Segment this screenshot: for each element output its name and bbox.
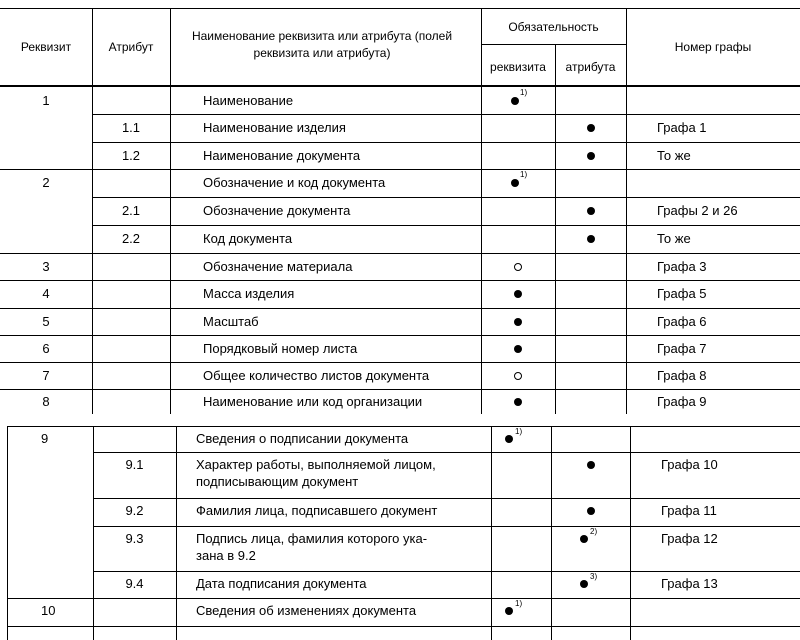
filled-dot-icon (514, 398, 522, 406)
filled-dot-icon (514, 318, 522, 326)
filled-dot-icon (580, 580, 588, 588)
row-separator (0, 335, 800, 336)
requisite-name-line: Дата подписания документа (196, 576, 367, 591)
filled-dot-icon (587, 207, 595, 215)
header-bottom-rule (0, 85, 800, 87)
attribute-number: 9.1 (125, 457, 144, 472)
attribute-number: 1.1 (121, 120, 141, 135)
filled-dot-icon (587, 235, 595, 243)
header-sub-divider (481, 44, 626, 45)
filled-dot-icon (511, 179, 519, 187)
requisite-name-line: Подпись лица, фамилия которого ука- (196, 531, 428, 546)
header-obligation: Обязательность (508, 20, 599, 34)
header-requisite: Реквизит (20, 40, 72, 54)
footnote-mark: 1) (515, 427, 523, 436)
column-divider (491, 426, 492, 640)
requisite-name-line: Сведения об изменениях документа (196, 603, 417, 618)
column-number: Графа 11 (661, 503, 717, 518)
column-divider (626, 8, 627, 414)
filled-dot-icon (587, 124, 595, 132)
hollow-circle-icon (514, 263, 522, 271)
filled-dot-icon (505, 607, 513, 615)
requisite-name: Обозначение материала (203, 258, 353, 274)
attribute-number: 1.2 (121, 147, 141, 163)
footnote-mark: 2) (590, 527, 598, 536)
hollow-circle-icon (514, 372, 522, 380)
requisite-name-line: Сведения о подписании документа (196, 431, 409, 446)
requisite-name: Масштаб (203, 313, 259, 329)
footnote-mark: 1) (515, 599, 523, 608)
requisite-name: Общее количество листов документа (203, 367, 430, 383)
row-separator (0, 280, 800, 281)
column-divider (555, 44, 556, 414)
header-obligation-attribute: атрибута (565, 60, 616, 74)
row-separator (7, 598, 800, 599)
row-separator-partial (93, 498, 800, 499)
column-number: Графа 5 (657, 286, 707, 301)
row-separator (0, 253, 800, 254)
attribute-number: 9.2 (125, 503, 144, 518)
requisite-name: Наименование или код организации (203, 393, 423, 409)
column-divider (170, 8, 171, 414)
filled-dot-icon (514, 290, 522, 298)
filled-dot-icon (587, 507, 595, 515)
requisite-name: Код документа (203, 231, 293, 246)
footnote-mark: 1) (520, 170, 528, 179)
requisite-name-line: зана в 9.2 (196, 548, 256, 563)
requisites-table-bottom (0, 414, 800, 640)
column-number: То же (657, 231, 691, 246)
requisite-number: 3 (42, 258, 50, 274)
column-number: Графа 12 (661, 531, 718, 546)
column-number: Графа 1 (657, 120, 707, 135)
row-separator-partial (93, 452, 800, 453)
attribute-number: 2.2 (121, 231, 141, 246)
requisite-name: Обозначение и код документа (203, 175, 386, 190)
requisite-name-line: Характер работы, выполняемой лицом, (196, 457, 436, 472)
requisite-name: Обозначение документа (203, 203, 351, 218)
requisite-number: 5 (42, 313, 50, 329)
requisite-number: 1 (42, 92, 50, 108)
column-divider (481, 8, 482, 414)
requisite-name: Наименование изделия (203, 120, 346, 135)
filled-dot-icon (511, 97, 519, 105)
requisite-number: 8 (42, 393, 50, 409)
column-number: Графа 8 (657, 367, 707, 383)
requisite-number: 9 (41, 431, 49, 446)
row-separator-partial (92, 114, 800, 115)
row-separator-partial (92, 142, 800, 143)
row-separator-partial (92, 225, 800, 226)
row-separator-partial (93, 526, 800, 527)
row-separator-partial (92, 197, 800, 198)
footnote-mark: 3) (590, 572, 598, 581)
filled-dot-icon (514, 345, 522, 353)
requisite-name: Наименование (203, 92, 294, 108)
table2-top-rule (7, 426, 800, 427)
requisite-number: 10 (41, 603, 56, 618)
row-separator (0, 389, 800, 390)
column-number: Графа 6 (657, 313, 707, 329)
filled-dot-icon (580, 535, 588, 543)
requisite-name: Наименование документа (203, 147, 361, 163)
requisite-name-line: подписывающим документ (196, 474, 359, 489)
column-divider (630, 426, 631, 640)
column-divider (176, 426, 177, 640)
column-number: Графа 13 (661, 576, 718, 591)
attribute-number: 2.1 (121, 203, 141, 218)
requisite-number: 2 (42, 175, 50, 190)
column-number: Графы 2 и 26 (657, 203, 738, 218)
requisite-number: 4 (42, 286, 50, 301)
footnote-mark: 1) (520, 87, 528, 97)
header-name: Наименование реквизита или атрибута (полей реквизита или атрибута) (191, 29, 453, 60)
column-number: Графа 10 (661, 457, 718, 472)
requisite-name: Порядковый номер листа (203, 340, 358, 356)
column-number: Графа 9 (657, 393, 707, 409)
row-separator (0, 169, 800, 170)
row-separator (7, 626, 800, 627)
filled-dot-icon (587, 461, 595, 469)
column-number: Графа 7 (657, 340, 707, 356)
row-separator (0, 308, 800, 309)
row-separator (0, 362, 800, 363)
filled-dot-icon (587, 152, 595, 160)
table-border-top (0, 8, 800, 9)
requisite-number: 7 (42, 367, 50, 383)
requisite-number: 6 (42, 340, 50, 356)
column-number: Графа 3 (657, 258, 707, 274)
row-separator-partial (93, 571, 800, 572)
column-divider (551, 426, 552, 640)
filled-dot-icon (505, 435, 513, 443)
column-number: То же (657, 147, 691, 163)
header-obligation-requisite: реквизита (490, 60, 546, 74)
header-attribute: Атрибут (108, 40, 154, 54)
requisite-name: Масса изделия (203, 286, 295, 301)
attribute-number: 9.4 (125, 576, 144, 591)
header-column-number: Номер графы (674, 40, 752, 54)
requisite-name-line: Фамилия лица, подписавшего документ (196, 503, 438, 518)
attribute-number: 9.3 (125, 531, 144, 546)
